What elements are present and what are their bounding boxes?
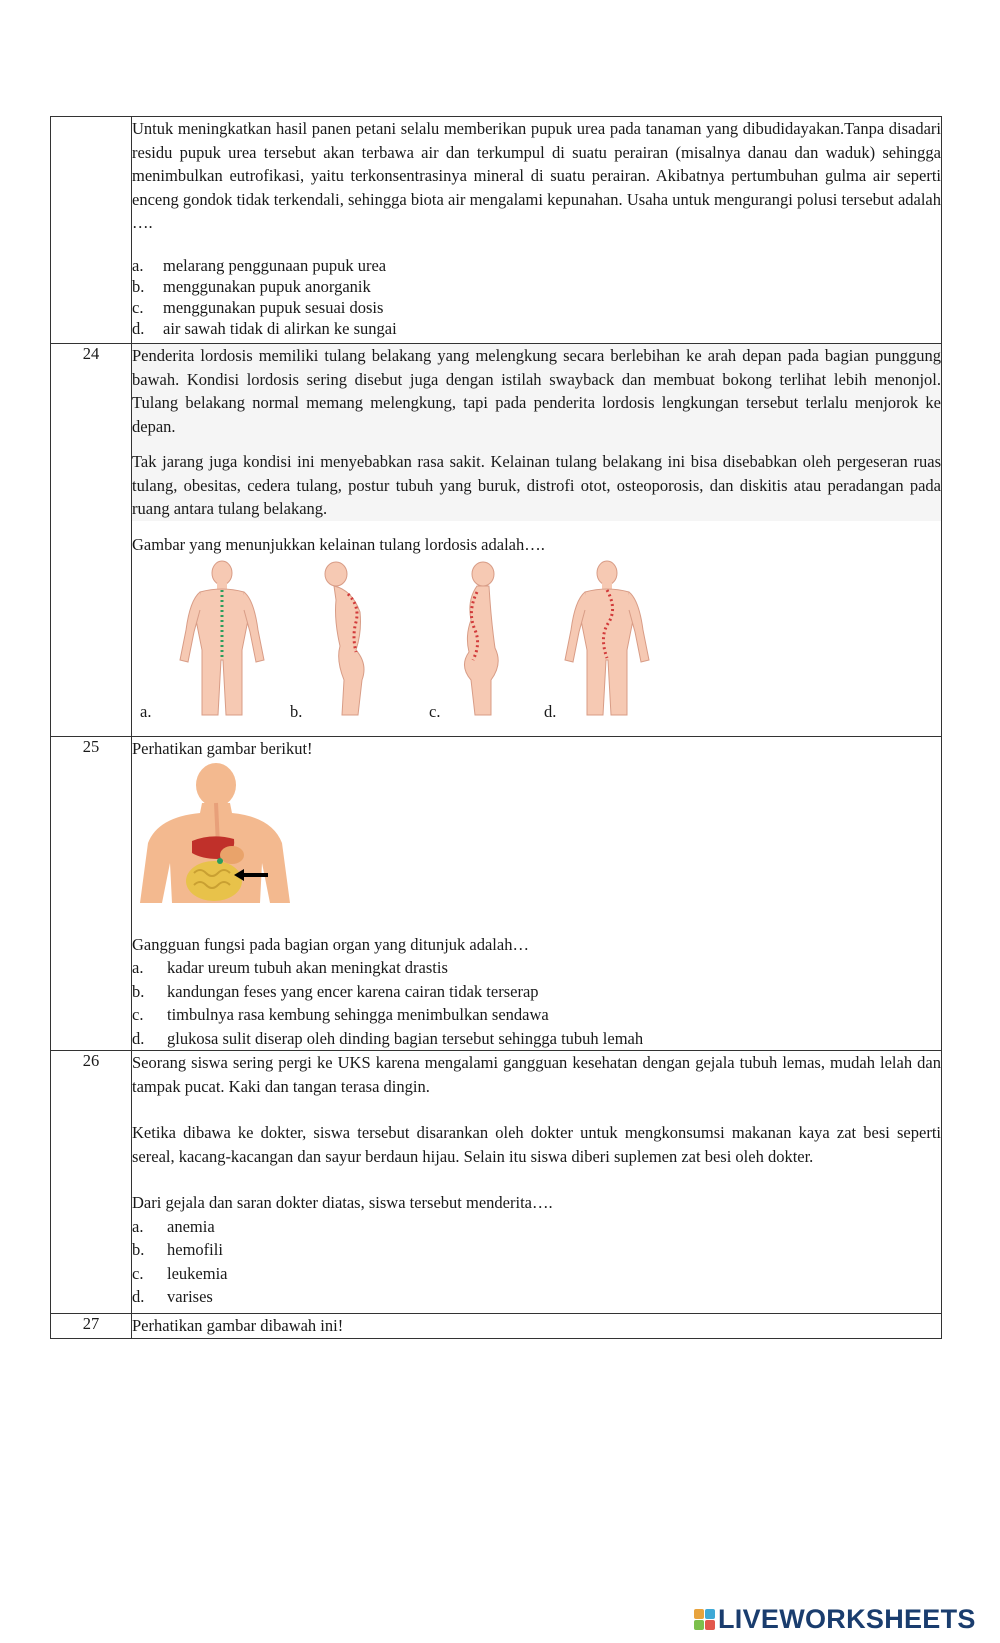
option-d[interactable]: d. glukosa sulit diserap oleh dinding bagian tersebut sehingga tubuh lemah	[132, 1028, 644, 1048]
question-body	[132, 1314, 942, 1339]
option-c[interactable]: c. menggunakan pupuk sesuai dosis	[132, 297, 384, 317]
question-row-25	[51, 737, 942, 1051]
option-c[interactable]: c. timbulnya rasa kembung sehingga menimbulkan sendawa	[132, 1005, 549, 1024]
option-d[interactable]: d. air sawah tidak di alirkan ke sungai	[132, 318, 397, 338]
passage-paragraph-2: Ketika dibawa ke dokter, siswa tersebut disarankan oleh dokter untuk mengkonsumsi makanan kaya zat besi seperti sereal, kacang-kacangan dan sayur berdaun hijau. Selain itu siswa diberi suplemen zat besi oleh dokter.	[132, 1123, 941, 1166]
question-text: Dari gejala dan saran dokter diatas, siswa tersebut menderita….	[132, 1193, 553, 1212]
spine-figures	[132, 560, 941, 730]
question-row-26	[51, 1051, 942, 1314]
liveworksheets-logo[interactable]	[694, 1604, 976, 1635]
option-b[interactable]: b. menggunakan pupuk anorganik	[132, 276, 371, 296]
option-c[interactable]: c. leukemia	[132, 1263, 228, 1283]
option-d[interactable]: d. varises	[132, 1287, 213, 1306]
passage-paragraph-1: Penderita lordosis memiliki tulang belakang yang melengkung secara berlebihan ke arah depan pada bagian punggung bawah. Kondisi lordosis sering disebut juga dengan istilah swayback dan membuat bokong terlihat lebih menonjol. Tulang belakang normal memang melengkung, tapi pada penderita lordosis lengkungan tersebut terlalu menjorok ke depan.	[132, 346, 941, 436]
figure-d-back-curved-spine[interactable]	[557, 560, 657, 720]
passage-paragraph-2: Tak jarang juga kondisi ini menyebabkan rasa sakit. Kelainan tulang belakang ini bisa disebabkan oleh pergeseran ruas tulang, obesitas, cedera tulang, postur tubuh yang buruk, distrofi otot, osteoporosis, dan diskitis atau peradangan pada ruang antara tulang belakang.	[132, 452, 941, 518]
question-number: 27	[51, 1314, 132, 1339]
question-row-24	[51, 344, 942, 737]
question-number: 25	[51, 737, 132, 1051]
options-list	[132, 956, 941, 1050]
option-a[interactable]: a. melarang penggunaan pupuk urea	[132, 255, 387, 275]
option-a[interactable]: a. kadar ureum tubuh akan meningkat drastis	[132, 958, 448, 977]
question-number: 24	[51, 344, 132, 737]
figure-b-side-spine[interactable]	[312, 560, 392, 720]
question-intro: Perhatikan gambar berikut!	[132, 739, 313, 758]
logo-mark-icon	[694, 1609, 715, 1630]
option-a[interactable]: a. anemia	[132, 1216, 215, 1236]
option-b[interactable]: b. hemofili	[132, 1240, 223, 1259]
question-body	[132, 737, 942, 1051]
options-list	[132, 1215, 941, 1309]
options-list	[132, 255, 941, 339]
brand-name: LIVEWORKSHEETS	[718, 1604, 976, 1634]
figure-label-b: b.	[290, 702, 303, 721]
question-text: Gangguan fungsi pada bagian organ yang ditunjuk adalah…	[132, 934, 529, 954]
question-body	[132, 1051, 942, 1314]
figure-label-c: c.	[429, 702, 441, 721]
figure-c-side-spine[interactable]	[447, 560, 527, 720]
question-body	[132, 117, 942, 344]
figure-label-d: d.	[544, 702, 557, 721]
question-row-23	[51, 117, 942, 344]
figure-a-back-straight-spine[interactable]	[172, 560, 272, 720]
question-number: 26	[51, 1051, 132, 1314]
question-row-27	[51, 1314, 942, 1339]
question-table	[50, 116, 942, 1339]
question-text: Untuk meningkatkan hasil panen petani selalu memberikan pupuk urea pada tanaman yang dibudidayakan.Tanpa disadari residu pupuk urea tersebut akan terbawa air dan terkumpul di suatu perairan (misalnya danau dan waduk) sehingga menimbulkan eutrofikasi, yaitu terkonsentrasinya mineral di suatu perairan. Akibatnya pertumbuhan gulma air seperti enceng gondok tidak terkendali, sehingga biota air mengalami kepunahan. Usaha untuk mengurangi polusi tersebut adalah ….	[132, 119, 941, 232]
question-number	[51, 117, 132, 344]
question-body	[132, 344, 942, 737]
option-b[interactable]: b. kandungan feses yang encer karena cairan tidak terserap	[132, 981, 539, 1001]
passage	[132, 344, 941, 521]
question-intro: Perhatikan gambar dibawah ini!	[132, 1316, 344, 1335]
passage-paragraph-1: Seorang siswa sering pergi ke UKS karena mengalami gangguan kesehatan dengan gejala tubuh lemas, mudah lelah dan tampak pucat. Kaki dan tangan terasa dingin.	[132, 1053, 941, 1096]
figure-label-a: a.	[140, 702, 152, 721]
question-text: Gambar yang menunjukkan kelainan tulang lordosis adalah….	[132, 534, 545, 554]
digestive-system-image	[132, 763, 292, 913]
